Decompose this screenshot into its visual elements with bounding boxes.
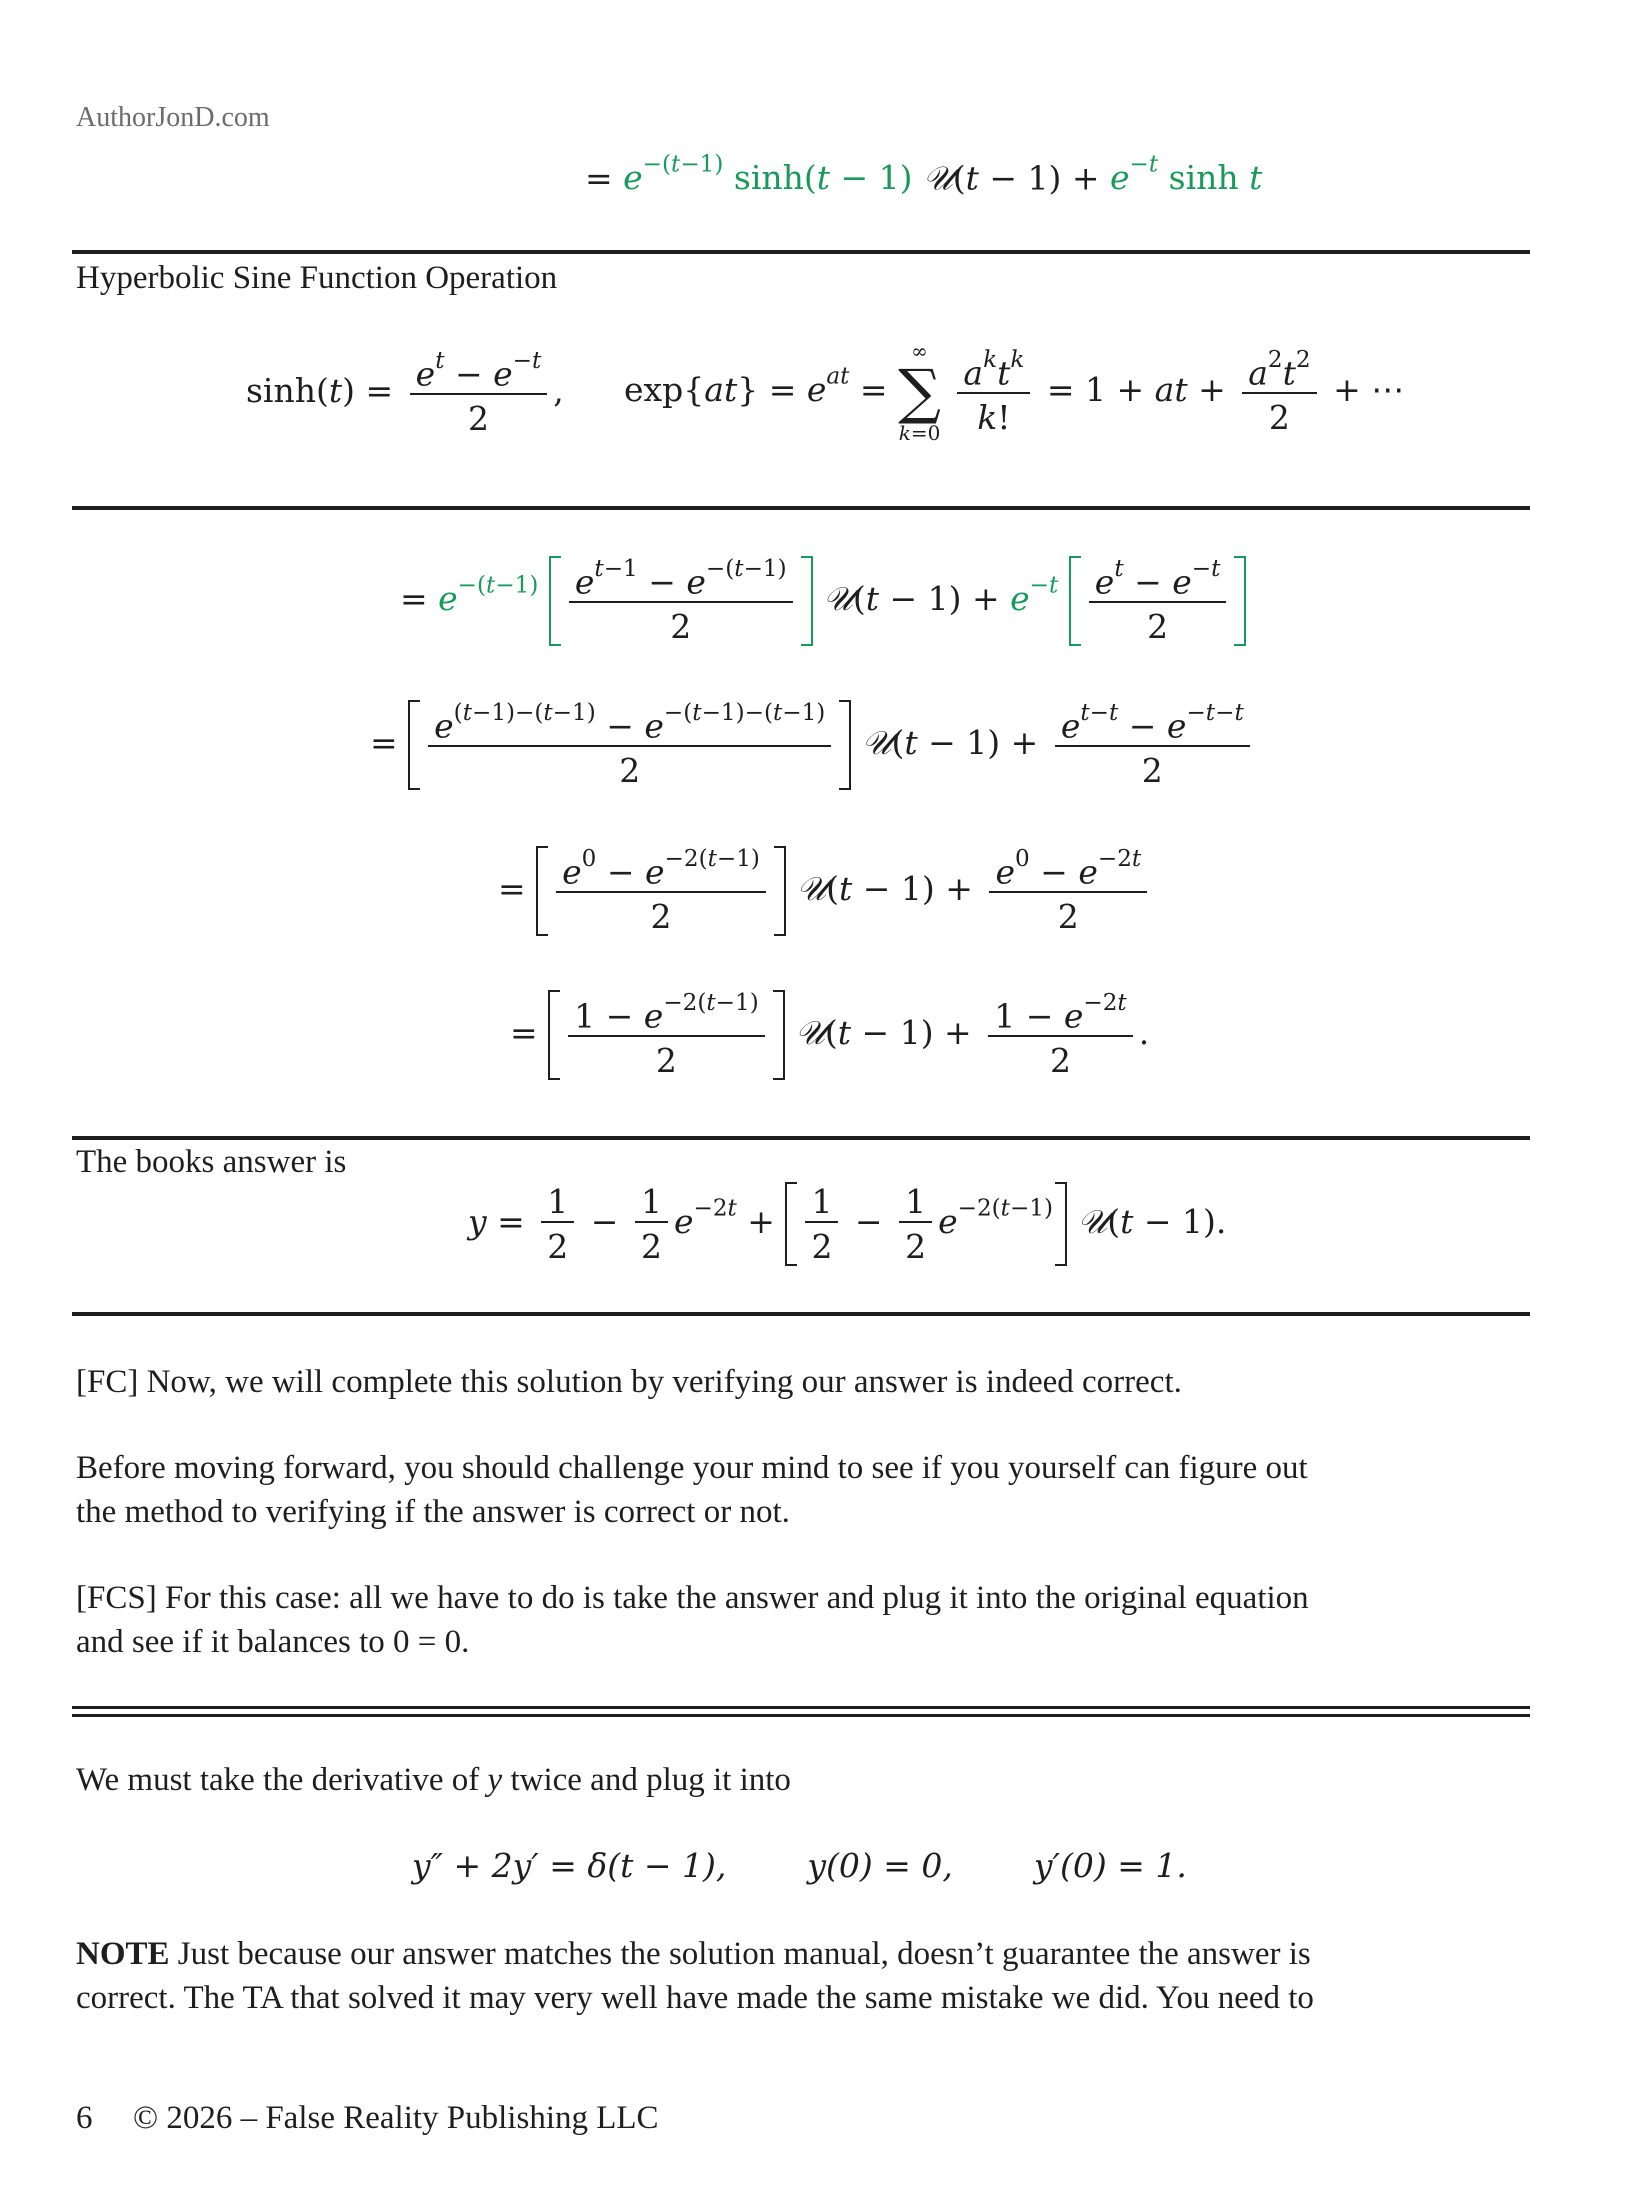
paragraph-fc: [FC] Now, we will complete this solution by verifying our answer is indeed correct. [76,1364,1182,1400]
footer [76,2100,659,2137]
step-3: = $\frac{e^0 - e^{-2(t-1)}}{2}$ 𝒰(t − 1) + $\frac{e^0 - e^{-2t}}{2}$ [498,846,1153,936]
definition-sinh: sinh(t) = $\frac{e^t - e^{-t}}{2}$ , [246,348,564,439]
derivative-text-post: twice and plug it into [502,1762,791,1798]
note-line-1 [76,1932,1311,1976]
section-title: Hyperbolic Sine Function Operation [76,260,558,296]
books-answer-equation: y = $\frac{1}{2}$ − $\frac{1}{2}$ $e^{-2t}$ + $\frac{1}{2}$ − $\frac{1}{2}$ $e^{-2(t-1)}$ 𝒰(t − 1). [468,1182,1227,1266]
copyright: © 2026 – False Reality Publishing LLC [133,2100,659,2136]
step-2: = $\frac{e^{(t-1)-(t-1)} - e^{-(t-1)-(t-1)}}{2}$ 𝒰(t − 1) + $\frac{e^{t-t} - e^{-t-t}}{2}$ [370,700,1256,790]
paragraph-fcs-line-1: [FCS] For this case: all we have to do is take the answer and plug it into the original equation [76,1580,1309,1616]
paragraph-before-line-1: Before moving forward, you should challenge your mind to see if you yourself can figure out [76,1450,1308,1486]
equation-top: = $e^{-(t-1)}$ sinh(t − 1) 𝒰(t − $1) + e^{-t}$ sinh t [585,152,1263,198]
books-answer-label: The books answer is [76,1144,347,1180]
step-4: = $\frac{1 - e^{-2(t-1)}}{2}$ 𝒰(t − 1) + $\frac{1 - e^{-2t}}{2}$ . [510,990,1150,1081]
rule-4 [72,1312,1530,1316]
page-number: 6 [76,2100,93,2136]
note-text-1: Just because our answer matches the solution manual, doesn’t guarantee the answer is [169,1936,1311,1972]
equation-lhs: y″ + 2y′ = δ(t − 1), [412,1846,727,1885]
paragraph-before-line-2: the method to verifying if the answer is correct or not. [76,1494,790,1530]
rule-1 [72,250,1530,254]
site-header: AuthorJonD.com [76,102,270,133]
paragraph-fcs-line-2: and see if it balances to 0 = 0. [76,1624,470,1660]
initial-condition-2: y′(0) = 1. [1033,1846,1187,1885]
note-line-2: correct. The TA that solved it may very well have made the same mistake we did. You need to [76,1980,1314,2016]
step-1: = $e^{-(t-1)}$ $\frac{e^{t-1} - e^{-(t-1)}}{2}$ 𝒰(t − $1) + e^{-t}$ $\frac{e^t - e^{-t}}{2}$ [400,556,1246,646]
definition-exp: $\exp\{at\} = e^{at}$ = ∞ ∑ k=0 $\frac{a^kt^k}{k!}$ = 1 + at + $\frac{a^2t^2}{2}$ + ⋯ [624,339,1405,445]
derivative-var: y [487,1762,503,1798]
rule-2 [72,506,1530,510]
derivative-text-pre: We must take the derivative of [76,1762,488,1798]
original-equation [412,1846,1187,1885]
rule-double [72,1706,1530,1709]
note-label: NOTE [76,1936,170,1972]
paragraph-derivative [76,1758,791,1802]
initial-condition-1: y(0) = 0, [807,1846,953,1885]
